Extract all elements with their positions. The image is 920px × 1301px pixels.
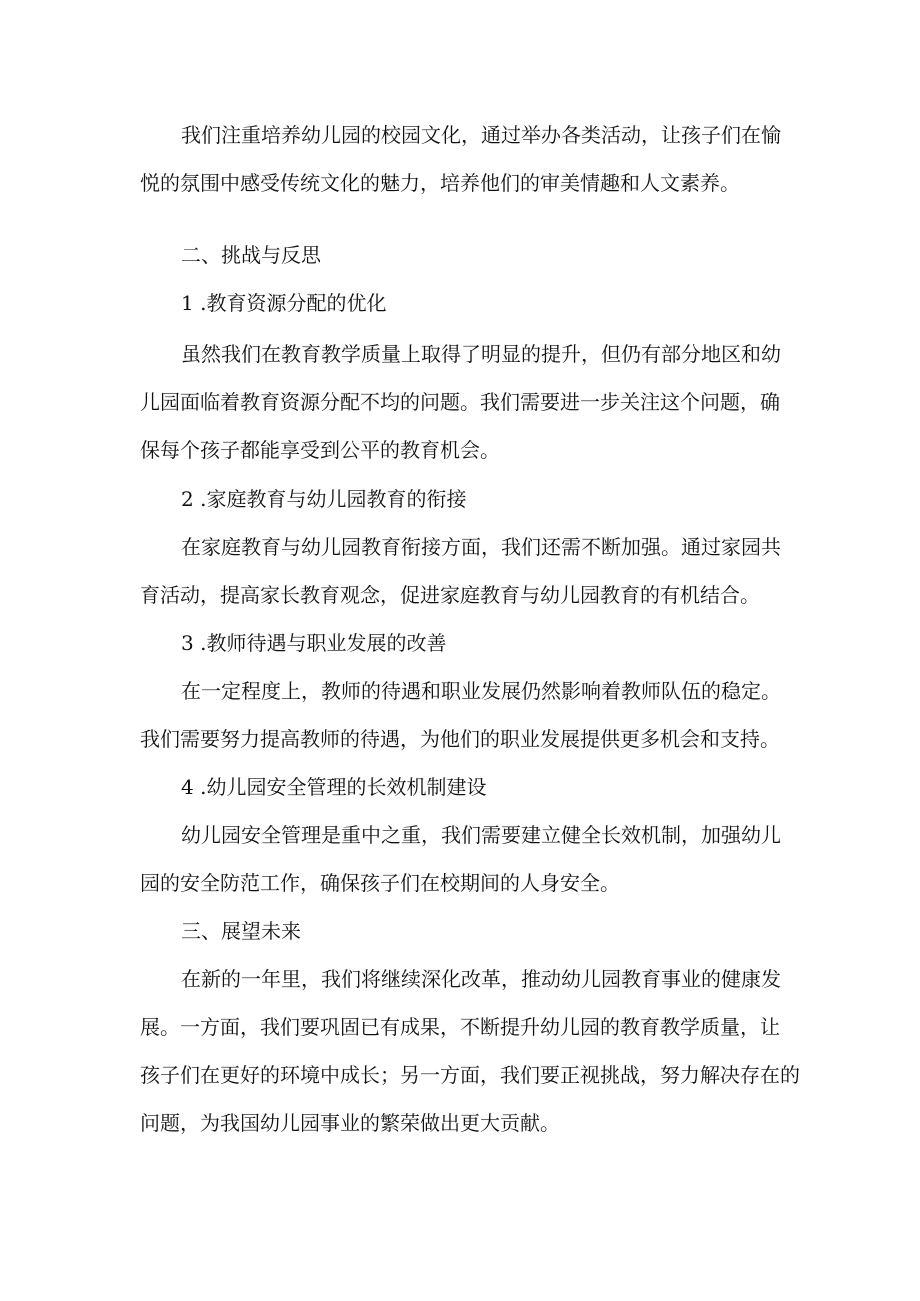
paragraph-line: 我们注重培养幼儿园的校园文化，通过举办各类活动，让孩子们在愉 <box>181 123 781 147</box>
item-heading: 1 .教育资源分配的优化 <box>181 291 387 315</box>
item-heading: 2 .家庭教育与幼儿园教育的衔接 <box>181 487 467 511</box>
section-title: 二、挑战与反思 <box>181 243 321 267</box>
paragraph-line: 孩子们在更好的环境中成长；另一方面，我们要正视挑战，努力解决存在的 <box>140 1063 800 1087</box>
paragraph-line: 幼儿园安全管理是重中之重，我们需要建立健全长效机制，加强幼儿 <box>181 823 781 847</box>
paragraph-line: 展。一方面，我们要巩固已有成果，不断提升幼儿园的教育教学质量，让 <box>140 1015 780 1039</box>
paragraph-line: 育活动，提高家长教育观念，促进家庭教育与幼儿园教育的有机结合。 <box>140 583 760 607</box>
paragraph-line: 保每个孩子都能享受到公平的教育机会。 <box>140 438 500 462</box>
paragraph-line: 在一定程度上，教师的待遇和职业发展仍然影响着教师队伍的稳定。 <box>181 679 781 703</box>
paragraph-line: 在新的一年里，我们将继续深化改革，推动幼儿园教育事业的健康发 <box>181 967 781 991</box>
paragraph-line: 虽然我们在教育教学质量上取得了明显的提升，但仍有部分地区和幼 <box>181 342 781 366</box>
paragraph-line: 我们需要努力提高教师的待遇，为他们的职业发展提供更多机会和支持。 <box>140 727 780 751</box>
item-heading: 4 .幼儿园安全管理的长效机制建设 <box>181 775 487 799</box>
paragraph-line: 在家庭教育与幼儿园教育衔接方面，我们还需不断加强。通过家园共 <box>181 535 781 559</box>
paragraph-line: 园的安全防范工作，确保孩子们在校期间的人身安全。 <box>140 871 620 895</box>
paragraph-line: 问题，为我国幼儿园事业的繁荣做出更大贡献。 <box>140 1111 560 1135</box>
paragraph-line: 儿园面临着教育资源分配不均的问题。我们需要进一步关注这个问题，确 <box>140 390 780 414</box>
paragraph-line: 悦的氛围中感受传统文化的魅力，培养他们的审美情趣和人文素养。 <box>140 171 740 195</box>
section-title: 三、展望未来 <box>181 919 301 943</box>
item-heading: 3 .教师待遇与职业发展的改善 <box>181 631 447 655</box>
